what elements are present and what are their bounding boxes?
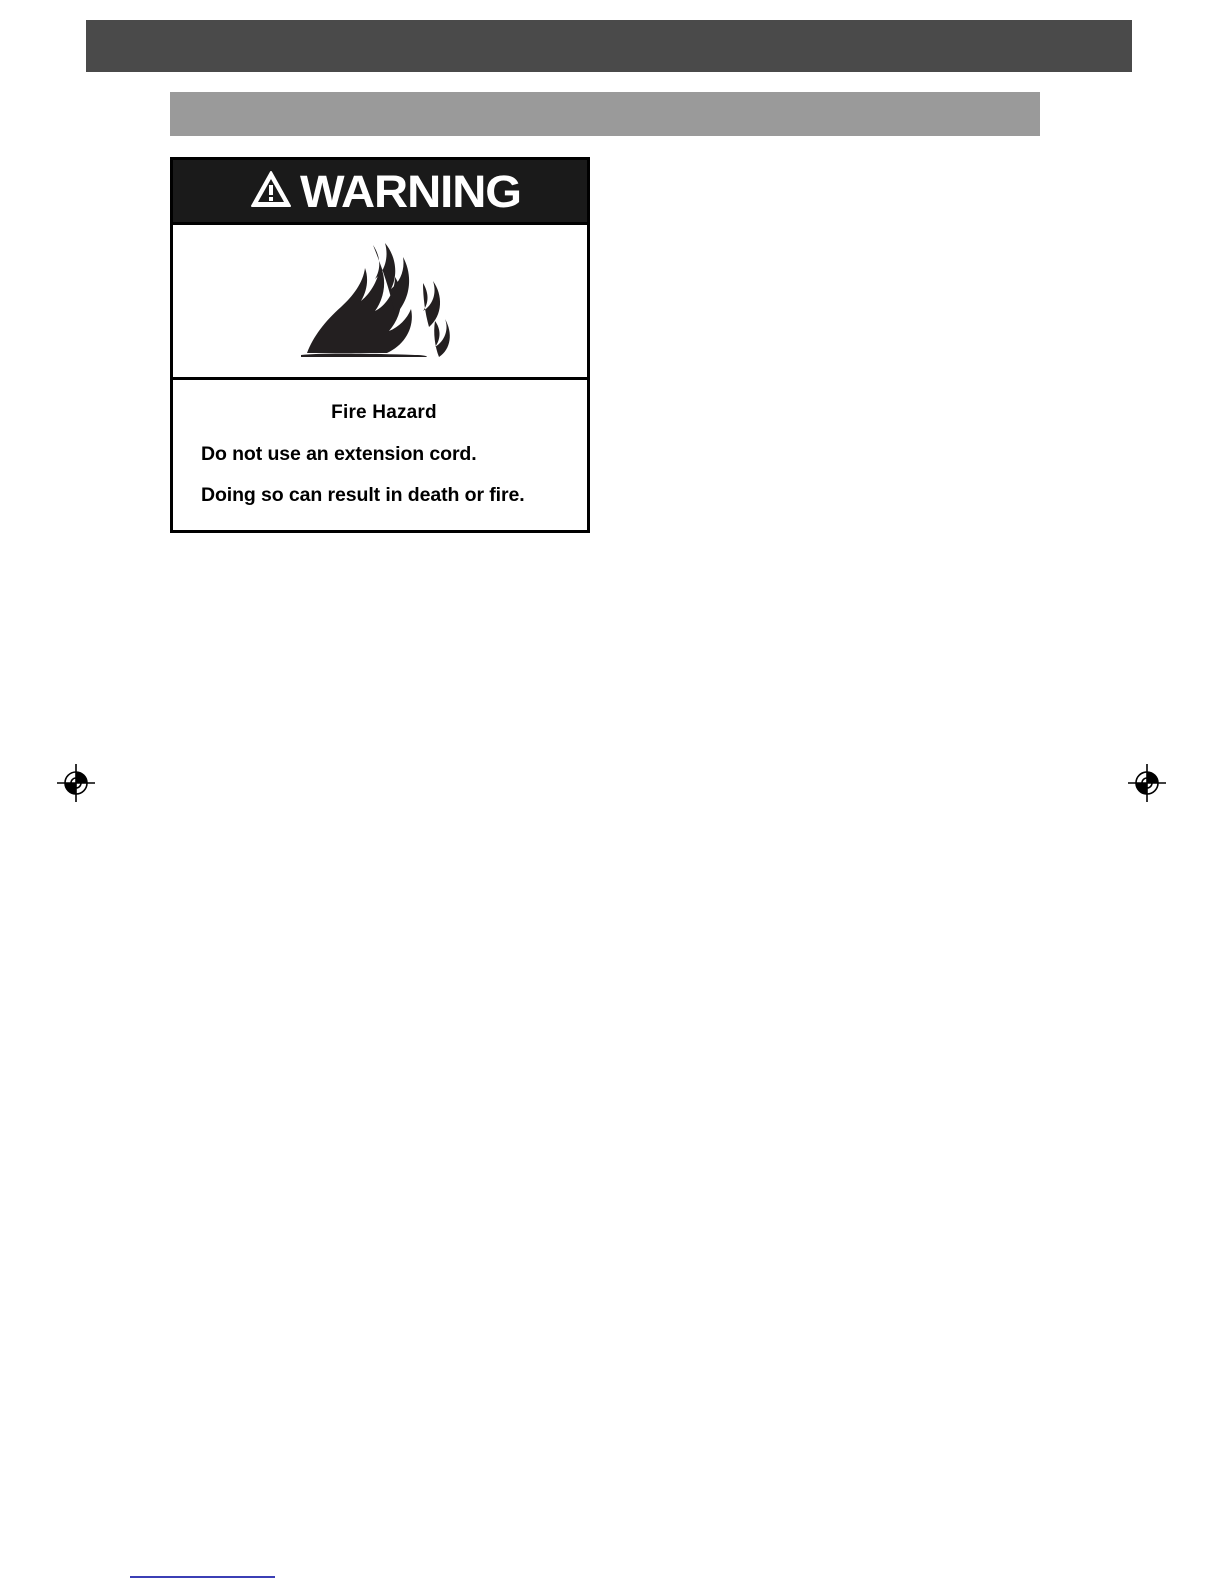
warning-pictogram-cell — [173, 222, 587, 380]
warning-message-cell — [173, 380, 587, 530]
bottom-edge-rule — [130, 1576, 275, 1578]
warning-triangle-icon — [250, 170, 292, 213]
warning-label — [170, 157, 590, 533]
hazard-title: Fire Hazard — [331, 402, 437, 423]
hazard-instruction-2: Doing so can result in death or fire. — [201, 483, 525, 506]
page-subheader-bar — [170, 92, 1040, 136]
warning-signal-word: WARNING — [299, 165, 521, 217]
registration-target-icon-right — [1128, 764, 1166, 802]
warning-signal-band — [173, 160, 587, 222]
page-header-bar — [86, 20, 1132, 72]
registration-target-icon-left — [57, 764, 95, 802]
hazard-instruction-1: Do not use an extension cord. — [201, 443, 477, 465]
flame-icon — [295, 235, 465, 368]
